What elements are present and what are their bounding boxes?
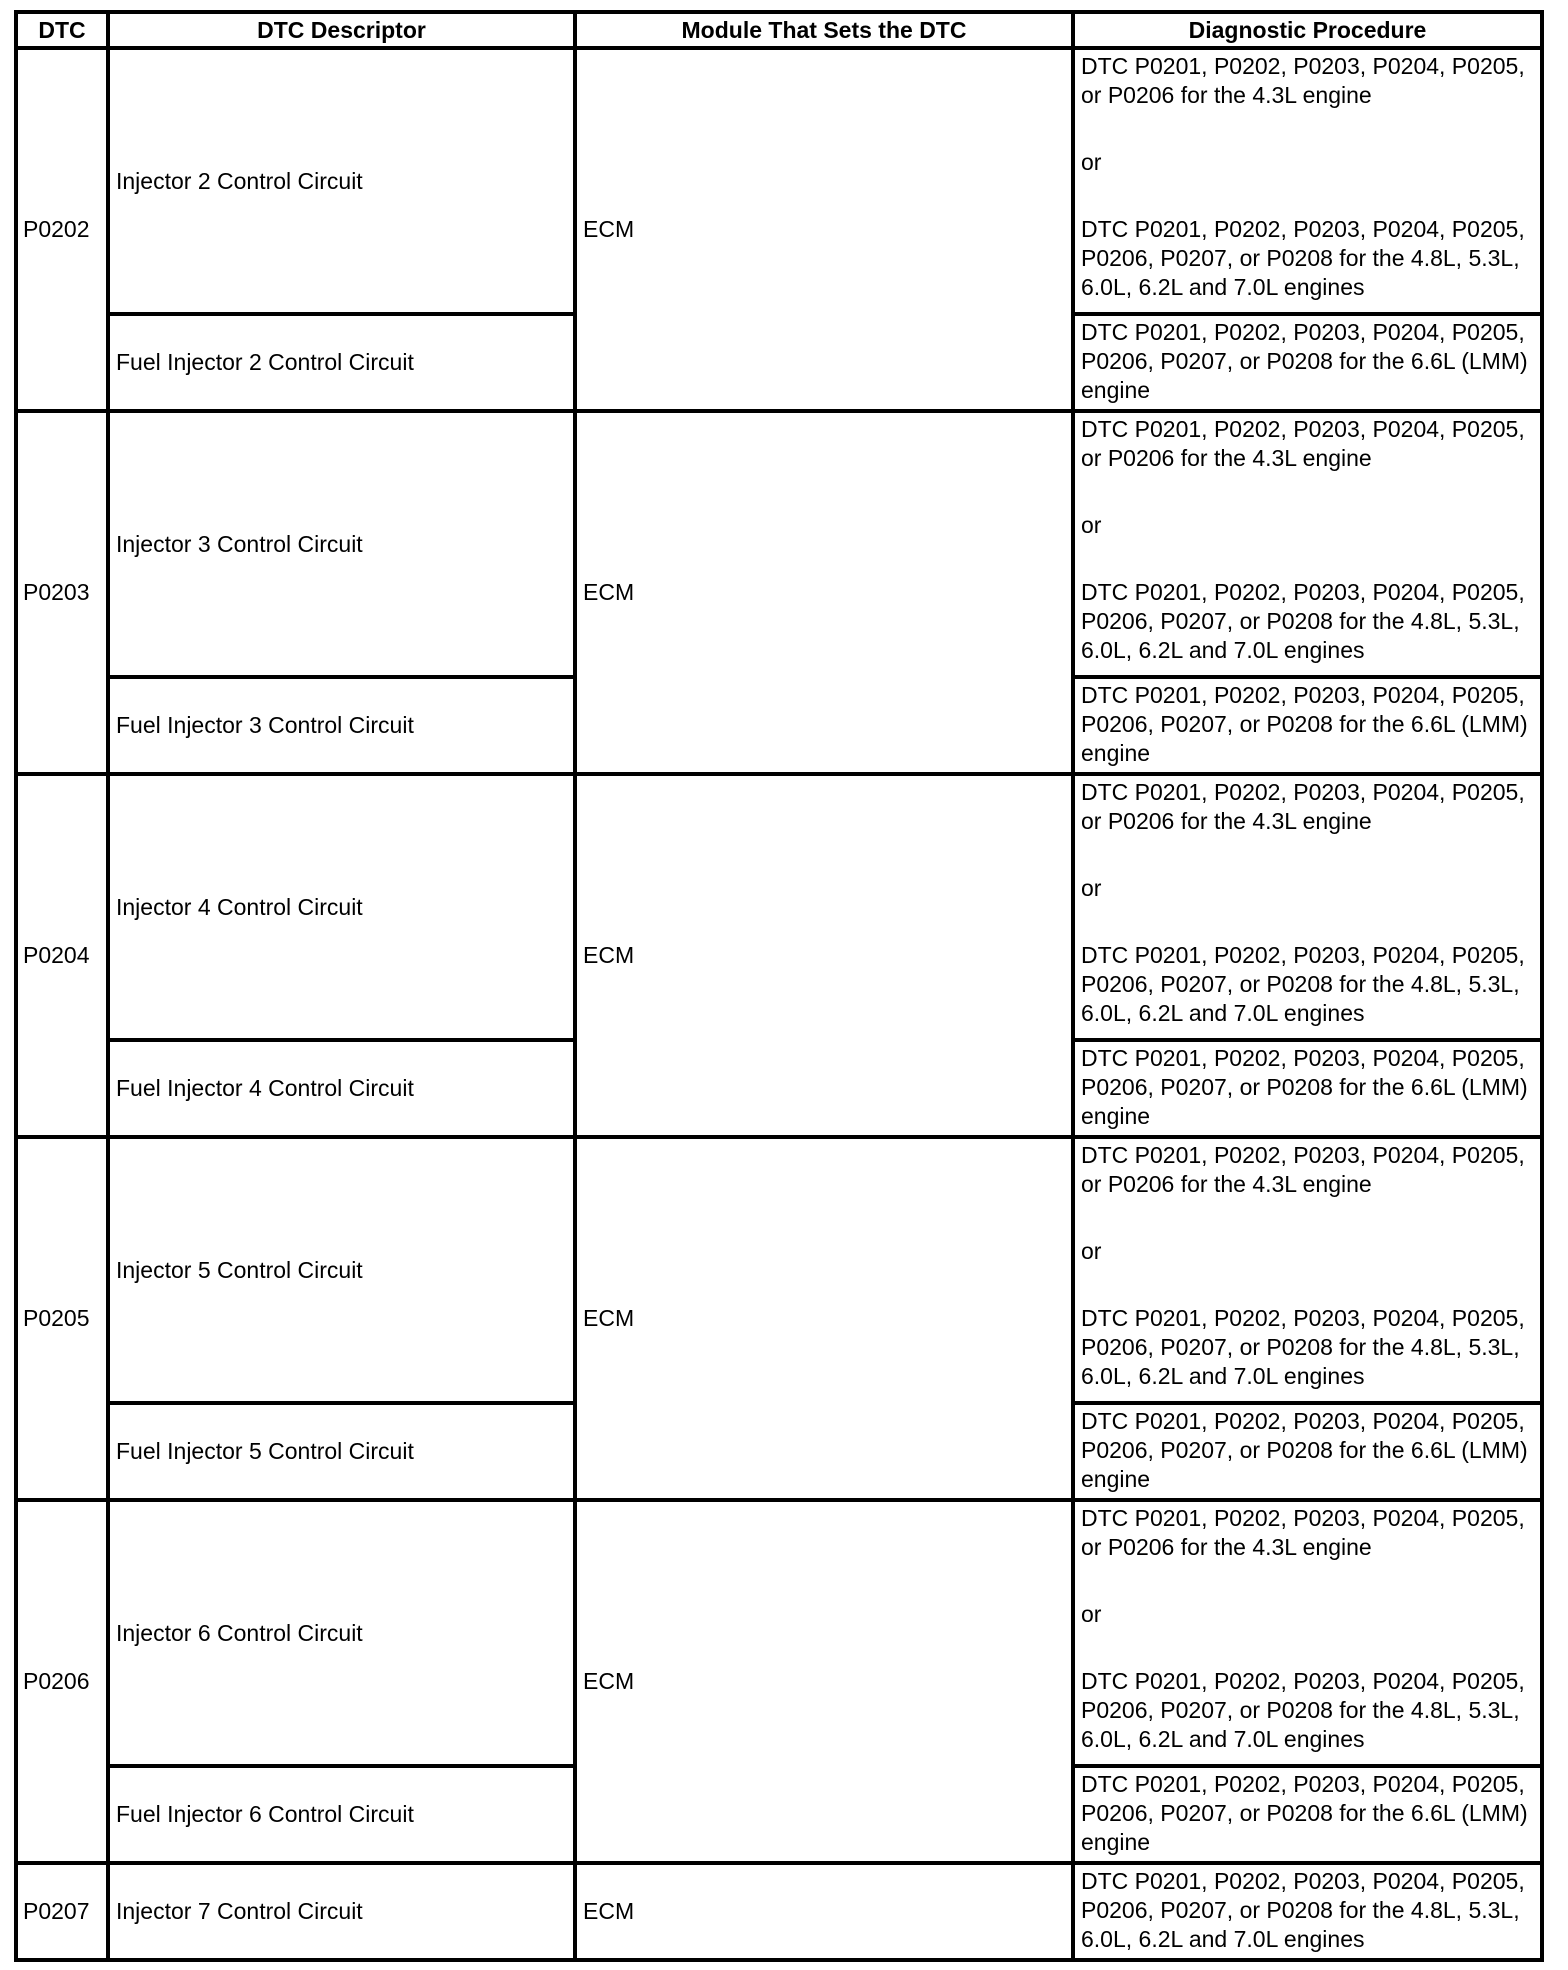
diagnostic-procedure: DTC P0201, P0202, P0203, P0204, P0205, P0206, P0207, or P0208 for the 6.6L (LMM) engine [1073, 1403, 1542, 1500]
procedure-text: DTC P0201, P0202, P0203, P0204, P0205, or P0206 for the 4.3L engine [1081, 779, 1525, 834]
diagnostic-procedure [1073, 1500, 1542, 1766]
procedure-or: or [1081, 149, 1102, 175]
table-row [16, 1863, 1542, 1960]
dtc-code: P0203 [16, 411, 108, 774]
diagnostic-procedure [1073, 411, 1542, 677]
procedure-text: DTC P0201, P0202, P0203, P0204, P0205, or P0206 for the 4.3L engine [1081, 53, 1525, 108]
dtc-descriptor: Injector 5 Control Circuit [108, 1137, 575, 1403]
dtc-descriptor: Injector 6 Control Circuit [108, 1500, 575, 1766]
table-header-row [16, 12, 1542, 48]
dtc-code: P0207 [16, 1863, 108, 1960]
procedure-or: or [1081, 1238, 1102, 1264]
dtc-descriptor: Injector 4 Control Circuit [108, 774, 575, 1040]
table-row [16, 411, 1542, 677]
table-row [16, 48, 1542, 314]
module-cell: ECM [575, 411, 1073, 774]
procedure-text: DTC P0201, P0202, P0203, P0204, P0205, or P0206 for the 4.3L engine [1081, 416, 1525, 471]
procedure-text: DTC P0201, P0202, P0203, P0204, P0205, P0206, P0207, or P0208 for the 4.8L, 5.3L, 6.0L, 6.2L and 7.0L engines [1081, 1668, 1525, 1752]
dtc-descriptor: Fuel Injector 3 Control Circuit [108, 677, 575, 774]
procedure-or: or [1081, 1601, 1102, 1627]
dtc-code: P0205 [16, 1137, 108, 1500]
header-dtc: DTC [16, 12, 108, 48]
dtc-code: P0202 [16, 48, 108, 411]
diagnostic-procedure [1073, 1137, 1542, 1403]
dtc-descriptor: Injector 7 Control Circuit [108, 1863, 575, 1960]
module-cell: ECM [575, 48, 1073, 411]
table-row [16, 1500, 1542, 1766]
dtc-descriptor: Injector 3 Control Circuit [108, 411, 575, 677]
diagnostic-procedure: DTC P0201, P0202, P0203, P0204, P0205, P0206, P0207, or P0208 for the 6.6L (LMM) engine [1073, 1766, 1542, 1863]
dtc-code: P0204 [16, 774, 108, 1137]
dtc-descriptor: Fuel Injector 5 Control Circuit [108, 1403, 575, 1500]
header-procedure: Diagnostic Procedure [1073, 12, 1542, 48]
diagnostic-procedure: DTC P0201, P0202, P0203, P0204, P0205, P0206, P0207, or P0208 for the 4.8L, 5.3L, 6.0L, 6.2L and 7.0L engines [1073, 1863, 1542, 1960]
diagnostic-procedure [1073, 48, 1542, 314]
module-cell: ECM [575, 1863, 1073, 1960]
dtc-descriptor: Injector 2 Control Circuit [108, 48, 575, 314]
procedure-text: DTC P0201, P0202, P0203, P0204, P0205, P0206, P0207, or P0208 for the 4.8L, 5.3L, 6.0L, 6.2L and 7.0L engines [1081, 1305, 1525, 1389]
dtc-descriptor: Fuel Injector 2 Control Circuit [108, 314, 575, 411]
dtc-descriptor: Fuel Injector 4 Control Circuit [108, 1040, 575, 1137]
header-module: Module That Sets the DTC [575, 12, 1073, 48]
dtc-table [14, 10, 1544, 1962]
procedure-text: DTC P0201, P0202, P0203, P0204, P0205, P0206, P0207, or P0208 for the 4.8L, 5.3L, 6.0L, 6.2L and 7.0L engines [1081, 579, 1525, 663]
diagnostic-procedure: DTC P0201, P0202, P0203, P0204, P0205, P0206, P0207, or P0208 for the 6.6L (LMM) engine [1073, 677, 1542, 774]
dtc-descriptor: Fuel Injector 6 Control Circuit [108, 1766, 575, 1863]
diagnostic-procedure: DTC P0201, P0202, P0203, P0204, P0205, P0206, P0207, or P0208 for the 6.6L (LMM) engine [1073, 314, 1542, 411]
module-cell: ECM [575, 1137, 1073, 1500]
module-cell: ECM [575, 1500, 1073, 1863]
procedure-text: DTC P0201, P0202, P0203, P0204, P0205, P0206, P0207, or P0208 for the 4.8L, 5.3L, 6.0L, 6.2L and 7.0L engines [1081, 216, 1525, 300]
procedure-or: or [1081, 512, 1102, 538]
diagnostic-procedure [1073, 774, 1542, 1040]
procedure-text: DTC P0201, P0202, P0203, P0204, P0205, P0206, P0207, or P0208 for the 4.8L, 5.3L, 6.0L, 6.2L and 7.0L engines [1081, 942, 1525, 1026]
table-row [16, 774, 1542, 1040]
module-cell: ECM [575, 774, 1073, 1137]
table-row [16, 1137, 1542, 1403]
header-descriptor: DTC Descriptor [108, 12, 575, 48]
dtc-code: P0206 [16, 1500, 108, 1863]
diagnostic-procedure: DTC P0201, P0202, P0203, P0204, P0205, P0206, P0207, or P0208 for the 6.6L (LMM) engine [1073, 1040, 1542, 1137]
procedure-or: or [1081, 875, 1102, 901]
procedure-text: DTC P0201, P0202, P0203, P0204, P0205, or P0206 for the 4.3L engine [1081, 1505, 1525, 1560]
procedure-text: DTC P0201, P0202, P0203, P0204, P0205, or P0206 for the 4.3L engine [1081, 1142, 1525, 1197]
